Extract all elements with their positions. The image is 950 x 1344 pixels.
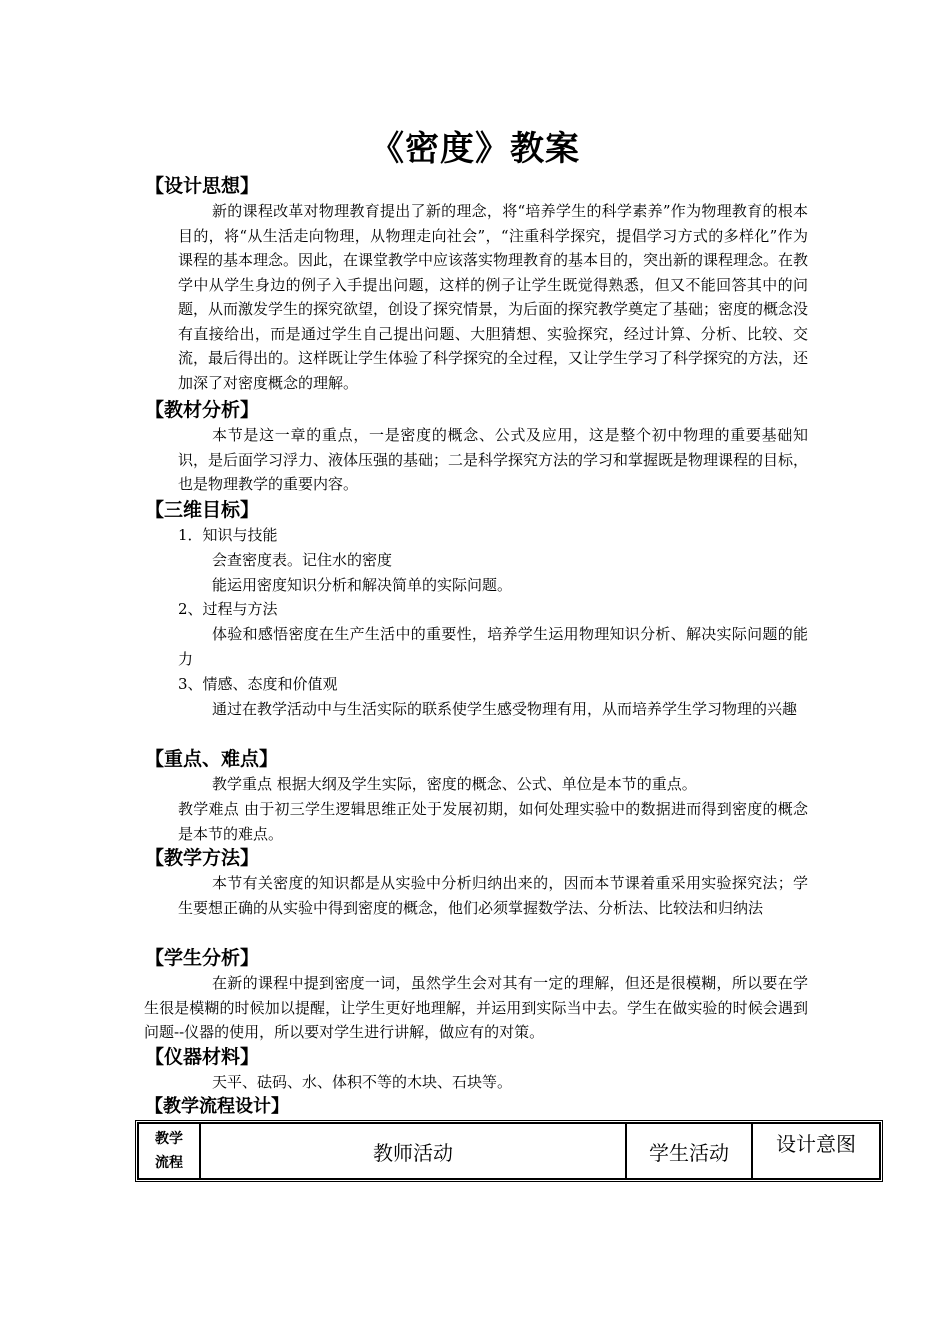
heading-keypoints: 【重点、难点】 — [145, 748, 279, 770]
heading-material: 【教材分析】 — [145, 399, 260, 421]
flow-table — [135, 1120, 883, 1182]
goal-2-paragraph: 体验和感悟密度在生产生活中的重要性，培养学生运用物理知识分析、解决实际问题的能力 — [178, 625, 808, 668]
heading-students: 【学生分析】 — [145, 947, 260, 969]
design-paragraph: 新的课程改革对物理教育提出了新的理念，将“培养学生的科学素养”作为物理教育的根本目的，将“从生活走向物理，从物理走向社会”，“注重科学探究，提倡学习方式的多样化”作为课程的基本理念。因此，在课堂教学中应该落实物理教育的基本目的，突出新的课程理念。在教学中从学生身边的例子入手提出问题，这样的例子让学生既觉得熟悉，但又不能回答其中的问题，从而激发学生的探究欲望，创设了探究情景，为后面的探究教学奠定了基础；密度的概念没有直接给出，而是通过学生自己提出问题、大胆猜想、实验探究，经过计算、分析、比较、交流，最后得出的。这样既让学生体验了科学探究的全过程，又让学生学习了科学探究的方法，还加深了对密度概念的理解。 — [178, 202, 809, 392]
flow-col-process-line-2: 流程 — [155, 1155, 183, 1171]
document-title: 《密度》教案 — [370, 129, 580, 169]
goal-1-line-2: 能运用密度知识分析和解决简单的实际问题。 — [212, 576, 513, 594]
heading-flow: 【教学流程设计】 — [145, 1096, 289, 1117]
flow-col-teacher: 教师活动 — [200, 1123, 626, 1179]
difficult-point-paragraph: 教学难点 由于初三学生逻辑思维正处于发展初期，如何处理实验中的数据进而得到密度的概念是本节的难点。 — [178, 800, 808, 843]
students-paragraph: 在新的课程中提到密度一词，虽然学生会对其有一定的理解，但还是很模糊，所以要在学生很是模糊的时候加以提醒，让学生更好地理解，并运用到实际当中去。学生在做实验的时候会遇到问题--仪器的使用，所以要对学生进行讲解，做应有的对策。 — [144, 974, 808, 1041]
heading-goals: 【三维目标】 — [145, 499, 260, 521]
heading-method: 【教学方法】 — [145, 847, 260, 869]
heading-equipment: 【仪器材料】 — [145, 1046, 260, 1068]
heading-design: 【设计思想】 — [145, 175, 260, 197]
flow-col-process — [138, 1123, 200, 1179]
equipment-line: 天平、砝码、水、体积不等的木块、石块等。 — [212, 1073, 513, 1091]
method-paragraph: 本节有关密度的知识都是从实验中分析归纳出来的，因而本节课着重采用实验探究法；学生要想正确的从实验中得到密度的概念，他们必须掌握数学法、分析法、比较法和归纳法 — [178, 874, 808, 917]
key-point-line: 教学重点 根据大纲及学生实际，密度的概念、公式、单位是本节的重点。 — [212, 775, 697, 793]
material-paragraph: 本节是这一章的重点，一是密度的概念、公式及应用，这是整个初中物理的重要基础知识，是后面学习浮力、液体压强的基础；二是科学探究方法的学习和掌握既是物理课程的目标，也是物理教学的重要内容。 — [178, 426, 809, 493]
goal-1-line-1: 会查密度表。记住水的密度 — [212, 551, 393, 569]
goal-3-paragraph: 通过在教学活动中与生活实际的联系使学生感受物理有用，从而培养学生学习物理的兴趣 — [212, 700, 798, 718]
flow-col-process-line-1: 教学 — [155, 1131, 183, 1147]
goal-3-title: 3、情感、态度和价值观 — [178, 675, 338, 693]
flow-col-student: 学生活动 — [626, 1123, 752, 1179]
goal-1-title: 1．知识与技能 — [178, 526, 278, 544]
goal-2-title: 2、过程与方法 — [178, 600, 278, 618]
flow-col-intent: 设计意图 — [752, 1123, 880, 1179]
flow-table-header-row — [138, 1123, 880, 1179]
